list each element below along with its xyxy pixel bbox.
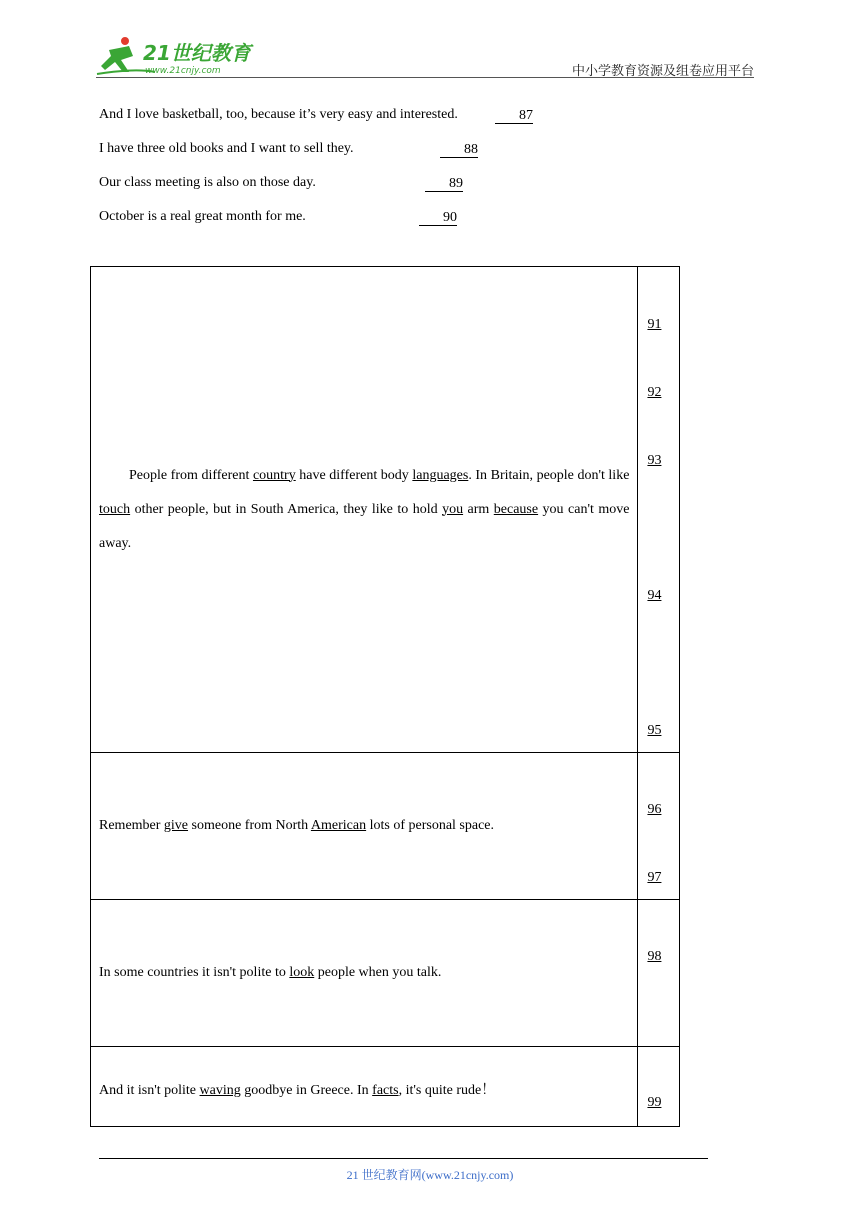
table-row xyxy=(91,1047,680,1127)
error-word: you xyxy=(442,501,464,517)
error-word: languages xyxy=(412,467,469,483)
answer-number: 99 xyxy=(647,1095,662,1110)
error-word: country xyxy=(252,467,296,483)
answer-number: 91 xyxy=(647,317,662,332)
passage-cell: Remember give someone from North American lots of personal space. xyxy=(91,753,638,900)
passage-paragraph: People from different country have different body languages. In Britain, people don't like touch other people, but in South America, they like to hold you arm because you can't move away. xyxy=(99,467,630,551)
svg-text:www.21cnjy.com: www.21cnjy.com xyxy=(145,66,221,76)
answer-number: 93 xyxy=(647,453,662,468)
answer-number-cell xyxy=(638,1047,680,1127)
sentence-text: Our class meeting is also on those day. xyxy=(99,175,316,190)
sentence-text: I have three old books and I want to sell they. xyxy=(99,141,354,156)
sentence-text: October is a real great month for me. xyxy=(99,209,306,224)
answer-number-cell xyxy=(638,753,680,900)
header-divider xyxy=(96,77,754,78)
answer-number: 97 xyxy=(647,870,662,885)
error-word: waving xyxy=(199,1083,241,1098)
passage-cell: And it isn't polite waving goodbye in Greece. In facts, it's quite rude！ xyxy=(91,1047,638,1127)
header-platform-text: 中小学教育资源及组卷应用平台 xyxy=(571,63,754,78)
error-correction-table xyxy=(90,266,680,1127)
table-row xyxy=(91,900,680,1047)
error-word: because xyxy=(493,501,539,517)
table-row xyxy=(91,267,680,753)
error-word: give xyxy=(163,818,189,833)
site-logo xyxy=(95,36,260,78)
answer-number: 94 xyxy=(647,588,662,603)
answer-blank: 90 xyxy=(419,210,457,226)
error-word: American xyxy=(310,818,367,833)
answer-number: 92 xyxy=(647,385,662,400)
table-row xyxy=(91,753,680,900)
answer-number: 96 xyxy=(647,802,662,817)
passage-cell xyxy=(91,267,638,753)
svg-text:21世纪教育: 21世纪教育 xyxy=(143,41,251,65)
footer-text: 21 世纪教育网(www.21cnjy.com) xyxy=(346,1168,514,1182)
sentence-line xyxy=(99,209,306,225)
sentence-text: And I love basketball, too, because it’s very easy and interested. xyxy=(99,107,458,122)
sentence-line xyxy=(99,175,316,191)
answer-number: 98 xyxy=(647,949,662,964)
answer-blank: 87 xyxy=(495,108,533,124)
sentence-line xyxy=(99,141,354,157)
error-word: touch xyxy=(99,501,131,517)
error-word: look xyxy=(289,965,315,980)
answer-blank: 89 xyxy=(425,176,463,192)
answer-number: 95 xyxy=(647,723,662,738)
error-word: facts xyxy=(372,1083,399,1098)
footer-divider xyxy=(99,1158,708,1159)
answer-number-cell xyxy=(638,267,680,753)
answer-number-cell xyxy=(638,900,680,1047)
sentence-line xyxy=(99,107,458,123)
answer-blank: 88 xyxy=(440,142,478,158)
passage-cell: In some countries it isn't polite to look people when you talk. xyxy=(91,900,638,1047)
